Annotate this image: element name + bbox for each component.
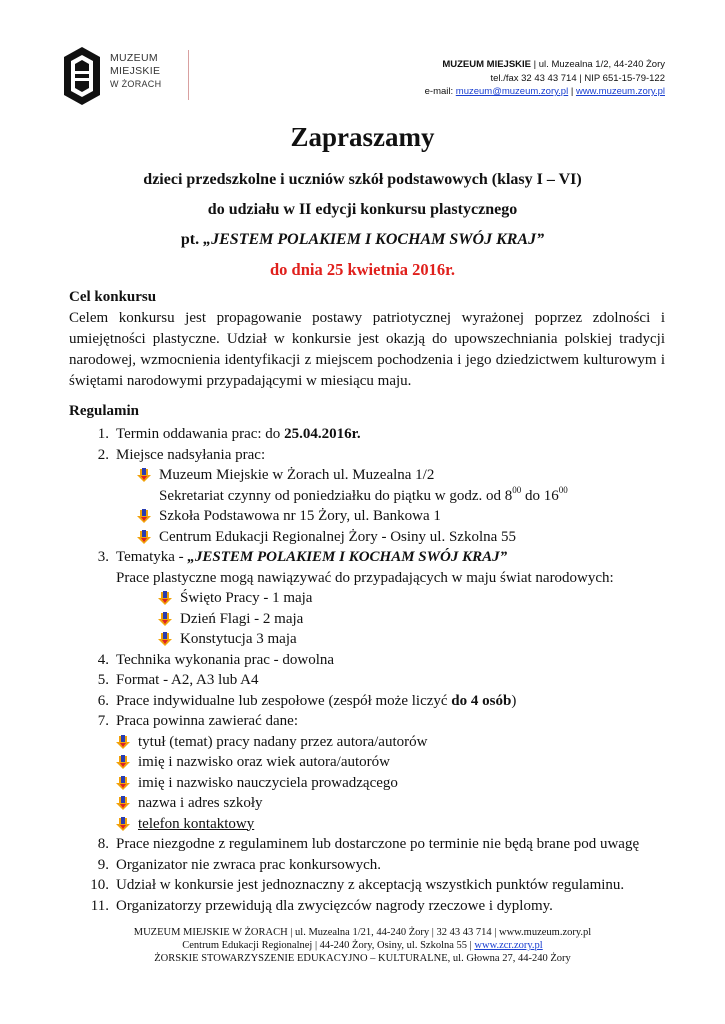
header-divider bbox=[188, 50, 189, 100]
rule-4-text: Technika wykonania prac - dowolna bbox=[116, 651, 335, 668]
rule-5-text: Format - A2, A3 lub A4 bbox=[116, 672, 259, 688]
intro-line-3 bbox=[0, 231, 725, 249]
header-address-text: | ul. Muzealna 1/2, 44-240 Żory bbox=[531, 59, 665, 70]
rule-2-text: Miejsce nadsyłania prac: bbox=[116, 446, 266, 463]
rule-number: 5. bbox=[97, 672, 109, 688]
footer-line-1: MUZEUM MIEJSKIE W ŻORACH | ul. Muzealna 1/21, 44-240 Żory | 32 43 43 714 | www.muzeum.zory.pl bbox=[133, 927, 592, 938]
rule-6-end: ) bbox=[511, 692, 517, 709]
arrow-bullet-icon bbox=[137, 509, 151, 523]
logo-line-1: MUZEUM bbox=[110, 52, 158, 64]
hours-sup-1: 00 bbox=[512, 484, 522, 495]
rule-1-text: Termin oddawania prac: do bbox=[116, 426, 285, 442]
list-item bbox=[116, 814, 669, 835]
rule-6-text: Prace indywidualne lub zespołowe (zespół może liczyć bbox=[116, 692, 452, 709]
rule-9-text: Organizator nie zwraca prac konkursowych. bbox=[116, 856, 382, 873]
header-org: MUZEUM MIEJSKIE bbox=[442, 59, 532, 70]
rule-number: 6. bbox=[97, 692, 109, 709]
rule-8-text: Prace niezgodne z regulaminem lub dostarczone po terminie nie będą brane pod uwagę bbox=[116, 836, 640, 852]
places-list bbox=[137, 465, 669, 547]
place-2: Szkoła Podstawowa nr 15 Żory, ul. Bankowa 1 bbox=[159, 508, 441, 524]
arrow-bullet-icon bbox=[158, 632, 172, 646]
page-footer bbox=[0, 926, 725, 965]
list-item bbox=[137, 527, 669, 548]
list-item bbox=[158, 609, 669, 630]
holiday-3: Konstytucja 3 maja bbox=[180, 631, 297, 647]
list-item bbox=[137, 465, 669, 506]
rule-9 bbox=[69, 855, 669, 876]
list-item bbox=[158, 629, 669, 650]
list-item bbox=[116, 773, 669, 794]
rule-11 bbox=[69, 896, 669, 917]
rules-list bbox=[69, 424, 669, 916]
header-address bbox=[425, 58, 665, 72]
arrow-bullet-icon bbox=[116, 735, 130, 749]
header-phone: tel./fax 32 43 43 714 | NIP 651-15-79-122 bbox=[490, 72, 665, 84]
rule-number: 2. bbox=[97, 446, 109, 463]
website-link[interactable]: www.muzeum.zory.pl bbox=[575, 86, 665, 97]
place-1: Muzeum Miejskie w Żorach ul. Muzealna 1/2 bbox=[159, 467, 435, 483]
arrow-bullet-icon bbox=[137, 530, 151, 544]
email-link[interactable]: muzeum@muzeum.zory.pl bbox=[455, 86, 569, 97]
rule-11-text: Organizatorzy przewidują dla zwycięzców nagrody rzeczowe i dyplomy. bbox=[116, 897, 553, 914]
rule-5 bbox=[69, 670, 669, 691]
footer-line-2 bbox=[0, 939, 725, 952]
list-item bbox=[137, 506, 669, 527]
arrow-bullet-icon bbox=[116, 796, 130, 810]
rule-3-theme: „JESTEM POLAKIEM I KOCHAM SWÓJ KRAJ” bbox=[187, 549, 508, 565]
rule-number: 9. bbox=[97, 856, 109, 873]
museum-logo-icon bbox=[60, 45, 104, 107]
rule-number: 1. bbox=[97, 426, 109, 442]
contest-prefix: pt. bbox=[180, 231, 204, 248]
rule-number: 8. bbox=[97, 836, 109, 852]
arrow-bullet-icon bbox=[158, 591, 172, 605]
footer-line-3: ŻORSKIE STOWARZYSZENIE EDUKACYJNO – KULTURALNE, ul. Głowna 27, 44-240 Żory bbox=[154, 953, 571, 964]
required-5: telefon kontaktowy bbox=[138, 815, 255, 832]
holiday-1: Święto Pracy - 1 maja bbox=[180, 590, 313, 606]
intro-line-1: dzieci przedszkolne i uczniów szkół podstawowych (klasy I – VI) bbox=[143, 171, 582, 188]
rule-3-desc: Prace plastyczne mogą nawiązywać do przypadających w maju świat narodowych: bbox=[116, 569, 614, 586]
rule-number: 11. bbox=[90, 897, 109, 914]
intro-line-2: do udziału w II edycji konkursu plastycznego bbox=[207, 201, 518, 218]
rule-1 bbox=[69, 424, 669, 445]
arrow-bullet-icon bbox=[116, 776, 130, 790]
rule-number: 3. bbox=[97, 549, 109, 565]
rule-6 bbox=[69, 691, 669, 712]
contest-title: „JESTEM POLAKIEM I KOCHAM SWÓJ KRAJ” bbox=[203, 231, 545, 248]
rule-number: 7. bbox=[97, 713, 109, 729]
rule-2 bbox=[69, 445, 669, 548]
required-2: imię i nazwisko oraz wiek autora/autorów bbox=[138, 754, 390, 770]
list-item bbox=[116, 752, 669, 773]
rule-1-date: 25.04.2016r. bbox=[284, 426, 361, 442]
email-label: e-mail: bbox=[424, 86, 456, 97]
rule-10-text: Udział w konkursie jest jednoznaczny z akceptacją wszystkich punktów regulaminu. bbox=[116, 877, 625, 893]
required-1: tytuł (temat) pracy nadany przez autora/autorów bbox=[138, 733, 428, 750]
holidays-list bbox=[158, 588, 669, 650]
arrow-bullet-icon bbox=[116, 817, 130, 831]
rule-number: 10. bbox=[90, 877, 109, 893]
footer-website-link[interactable]: www.zcr.zory.pl bbox=[474, 940, 543, 951]
list-item bbox=[116, 793, 669, 814]
rule-3 bbox=[69, 547, 669, 650]
rule-7 bbox=[69, 711, 669, 834]
rule-number: 4. bbox=[97, 651, 109, 668]
header-links bbox=[425, 85, 665, 99]
footer-line-2-text: Centrum Edukacji Regionalnej | 44-240 Żory, Osiny, ul. Szkolna 55 | bbox=[182, 940, 475, 951]
rule-7-text: Praca powinna zawierać dane: bbox=[116, 713, 298, 729]
rule-8 bbox=[69, 834, 669, 855]
goal-heading: Cel konkursu bbox=[69, 289, 157, 305]
logo-line-2: MIEJSKIE bbox=[110, 65, 161, 77]
goal-section bbox=[69, 287, 665, 392]
hours-text-a: Sekretariat czynny od poniedziałku do piątku w godz. od 8 bbox=[159, 487, 513, 504]
arrow-bullet-icon bbox=[137, 468, 151, 482]
rule-4 bbox=[69, 650, 669, 671]
rule-6-bold: do 4 osób bbox=[451, 692, 512, 709]
page-title: Zapraszamy bbox=[290, 122, 435, 152]
required-3: imię i nazwisko nauczyciela prowadzącego bbox=[138, 774, 398, 791]
hours-sup-2: 00 bbox=[558, 484, 568, 495]
header-contact bbox=[425, 58, 665, 99]
holiday-2: Dzień Flagi - 2 maja bbox=[180, 610, 304, 627]
arrow-bullet-icon bbox=[158, 612, 172, 626]
goal-text: Celem konkursu jest propagowanie postawy patriotycznej wyrażonej poprzez zdolności i umiejętności plastyczne. Udział w konkursie jest okazją do upowszechniania polskiej tradycji narodowej, wzmocnienia identyfikacji z miejscem pochodzenia i jego dziedzictwem kulturowym i świętami narodowymi przypadającymi w miesiącu maju. bbox=[69, 310, 665, 389]
arrow-bullet-icon bbox=[116, 755, 130, 769]
place-3: Centrum Edukacji Regionalnej Żory - Osiny ul. Szkolna 55 bbox=[159, 528, 517, 545]
rule-10 bbox=[69, 875, 669, 896]
logo-line-3: W ŻORACH bbox=[110, 79, 162, 89]
place-1-hours bbox=[159, 486, 669, 507]
header-separator: | bbox=[568, 86, 576, 97]
list-item bbox=[116, 732, 669, 753]
list-item bbox=[158, 588, 669, 609]
deadline: do dnia 25 kwietnia 2016r. bbox=[269, 260, 456, 279]
logo-text bbox=[110, 52, 161, 91]
rule-3-text: Tematyka - bbox=[116, 549, 188, 565]
rules-heading: Regulamin bbox=[69, 403, 140, 419]
required-data-list bbox=[116, 732, 669, 835]
required-4: nazwa i adres szkoły bbox=[138, 795, 263, 811]
hours-text-b: do 16 bbox=[521, 487, 559, 504]
